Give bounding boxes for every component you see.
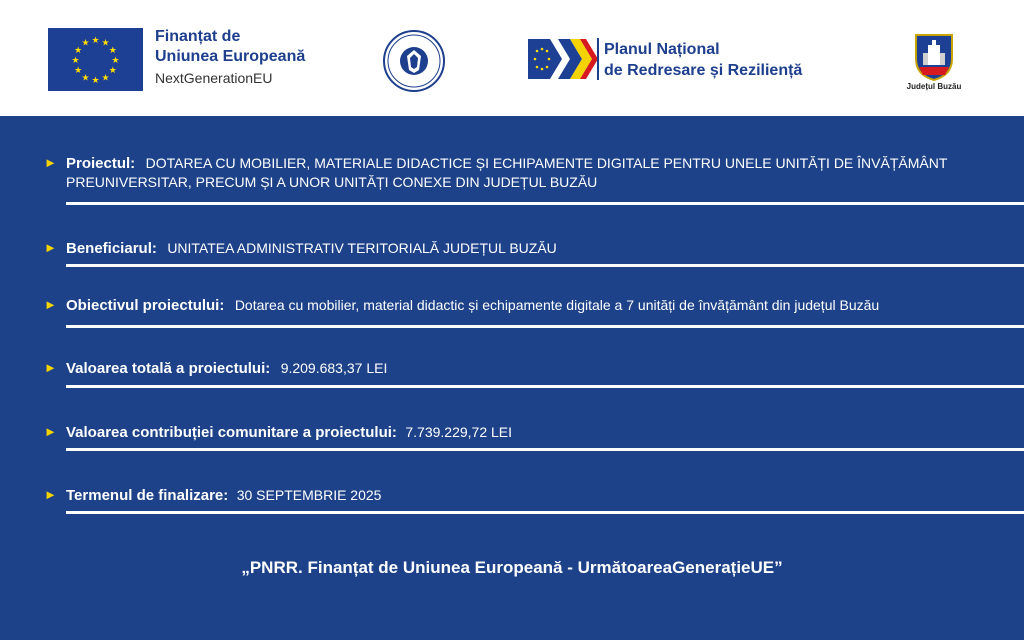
footer-slogan: „PNRR. Finanțat de Uniunea Europeană - UrmătoareaGenerațieUE” <box>241 558 783 577</box>
row-label: Proiectul: <box>66 155 136 172</box>
row-value: 7.739.229,72 LEI <box>405 424 513 440</box>
svg-text:★: ★ <box>74 66 83 76</box>
pnrr-title <box>604 39 802 81</box>
pnrr-line-1: Planul Național <box>604 41 720 58</box>
svg-text:★: ★ <box>111 56 120 66</box>
government-seal-icon <box>383 30 445 92</box>
svg-text:★: ★ <box>74 46 83 56</box>
eu-line-1: Finanțat de <box>155 28 241 45</box>
row-label: Beneficiarul: <box>66 240 157 257</box>
divider-line <box>66 325 1024 328</box>
svg-text:★: ★ <box>71 56 80 66</box>
divider-line <box>66 385 1024 388</box>
info-row-eu-contribution <box>44 423 1024 443</box>
divider-line <box>66 511 1024 514</box>
logo-header <box>0 0 1024 116</box>
pnrr-divider <box>597 38 599 80</box>
svg-text:★: ★ <box>101 73 110 84</box>
divider-line <box>66 264 1024 267</box>
bullet-arrow-icon: ► <box>44 240 57 255</box>
row-label: Obiectivul proiectului: <box>66 297 225 314</box>
info-row-deadline <box>44 486 1024 506</box>
county-label: Județul Buzău <box>906 82 962 91</box>
svg-text:★: ★ <box>108 66 117 76</box>
pnrr-flag-icon <box>528 37 598 81</box>
bullet-arrow-icon: ► <box>44 297 57 312</box>
pnrr-line-2: de Redresare și Reziliență <box>604 62 803 79</box>
svg-text:★: ★ <box>91 76 100 86</box>
eu-flag-icon <box>48 28 143 91</box>
row-value: 9.209.683,37 LEI <box>280 360 388 376</box>
svg-text:★: ★ <box>81 38 90 49</box>
eu-line-3: NextGenerationEU <box>155 70 273 86</box>
svg-text:★: ★ <box>108 46 117 56</box>
info-row-beneficiary <box>44 239 1024 259</box>
svg-text:★: ★ <box>81 73 90 84</box>
row-label: Valoarea totală a proiectului: <box>66 360 271 377</box>
eu-funding-text <box>155 27 305 89</box>
eu-line-2: Uniunea Europeană <box>155 48 306 65</box>
svg-text:★: ★ <box>91 36 100 46</box>
row-value: 30 SEPTEMBRIE 2025 <box>236 487 382 503</box>
bullet-arrow-icon: ► <box>44 424 57 439</box>
row-label: Valoarea contribuției comunitare a proiectului: <box>66 424 397 441</box>
row-value: Dotarea cu mobilier, material didactic și echipamente digitale a 7 unități de învățământ din județul Buzău <box>234 297 880 313</box>
buzau-coat-of-arms-icon <box>913 31 955 81</box>
bullet-arrow-icon: ► <box>44 155 57 170</box>
divider-line <box>66 448 1024 451</box>
bullet-arrow-icon: ► <box>44 360 57 375</box>
bullet-arrow-icon: ► <box>44 487 57 502</box>
row-value: DOTAREA CU MOBILIER, MATERIALE DIDACTICE ȘI ECHIPAMENTE DIGITALE PENTRU UNELE UNITĂȚI DE ÎNVĂȚĂMÂNT PREUNIVERSITAR, PRECUM ȘI A UNOR UNITĂȚI CONEXE DIN JUDEȚUL BUZĂU <box>66 155 948 190</box>
info-row-project <box>44 154 1024 194</box>
svg-text:★: ★ <box>101 38 110 49</box>
info-row-total-value <box>44 359 1024 379</box>
divider-line <box>66 202 1024 205</box>
row-value: UNITATEA ADMINISTRATIV TERITORIALĂ JUDEȚUL BUZĂU <box>167 240 557 256</box>
row-label: Termenul de finalizare: <box>66 487 229 504</box>
info-row-objective <box>44 296 1024 316</box>
